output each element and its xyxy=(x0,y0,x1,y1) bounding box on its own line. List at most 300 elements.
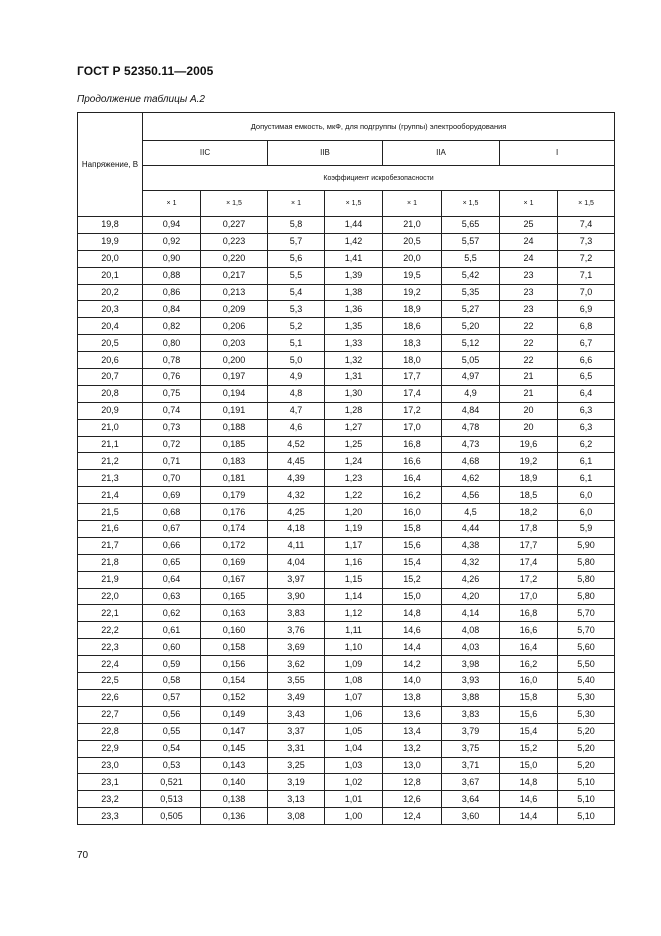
capacitance-cell: 3,62 xyxy=(268,656,325,673)
capacitance-cell: 4,52 xyxy=(268,436,325,453)
capacitance-cell: 0,152 xyxy=(201,689,268,706)
capacitance-cell: 22 xyxy=(500,335,558,352)
capacitance-cell: 12,6 xyxy=(383,791,442,808)
capacitance-cell: 3,83 xyxy=(268,605,325,622)
capacitance-cell: 0,188 xyxy=(201,419,268,436)
capacitance-cell: 6,6 xyxy=(558,352,615,369)
capacitance-cell: 3,90 xyxy=(268,588,325,605)
capacitance-cell: 4,26 xyxy=(442,571,500,588)
capacitance-cell: 5,6 xyxy=(268,250,325,267)
voltage-cell: 23,2 xyxy=(78,791,143,808)
capacitance-cell: 0,200 xyxy=(201,352,268,369)
capacitance-cell: 1,27 xyxy=(325,419,383,436)
capacitance-cell: 1,38 xyxy=(325,284,383,301)
capacitance-cell: 0,59 xyxy=(143,656,201,673)
capacitance-cell: 13,4 xyxy=(383,723,442,740)
capacitance-cell: 0,92 xyxy=(143,233,201,250)
capacitance-cell: 19,5 xyxy=(383,267,442,284)
table-row xyxy=(78,250,615,267)
capacitance-cell: 3,83 xyxy=(442,706,500,723)
capacitance-cell: 16,4 xyxy=(500,639,558,656)
capacitance-cell: 4,9 xyxy=(268,369,325,386)
capacitance-cell: 19,6 xyxy=(500,436,558,453)
capacitance-cell: 3,67 xyxy=(442,774,500,791)
capacitance-cell: 5,70 xyxy=(558,622,615,639)
capacitance-cell: 3,75 xyxy=(442,740,500,757)
capacitance-cell: 4,73 xyxy=(442,436,500,453)
capacitance-cell: 16,8 xyxy=(383,436,442,453)
capacitance-cell: 3,43 xyxy=(268,706,325,723)
capacitance-cell: 1,08 xyxy=(325,673,383,690)
capacitance-cell: 6,1 xyxy=(558,453,615,470)
capacitance-cell: 14,2 xyxy=(383,656,442,673)
capacitance-cell: 5,60 xyxy=(558,639,615,656)
capacitance-cell: 20,0 xyxy=(383,250,442,267)
capacitance-cell: 5,20 xyxy=(442,318,500,335)
capacitance-cell: 16,2 xyxy=(500,656,558,673)
capacitance-cell: 17,8 xyxy=(500,521,558,538)
capacitance-cell: 15,2 xyxy=(500,740,558,757)
table-row xyxy=(78,537,615,554)
capacitance-cell: 0,154 xyxy=(201,673,268,690)
capacitance-cell: 6,2 xyxy=(558,436,615,453)
capacitance-cell: 4,62 xyxy=(442,470,500,487)
voltage-cell: 22,9 xyxy=(78,740,143,757)
capacitance-cell: 6,3 xyxy=(558,419,615,436)
capacitance-cell: 3,55 xyxy=(268,673,325,690)
table-row xyxy=(78,385,615,402)
capacitance-cell: 0,57 xyxy=(143,689,201,706)
capacitance-cell: 4,39 xyxy=(268,470,325,487)
voltage-cell: 20,2 xyxy=(78,284,143,301)
capacitance-cell: 6,9 xyxy=(558,301,615,318)
factor-header: × 1,5 xyxy=(558,191,615,217)
capacitance-cell: 3,79 xyxy=(442,723,500,740)
capacitance-cell: 0,138 xyxy=(201,791,268,808)
capacitance-cell: 20 xyxy=(500,402,558,419)
capacitance-cell: 5,7 xyxy=(268,233,325,250)
safety-factor-header: Коэффициент искробезопасности xyxy=(143,166,615,191)
capacitance-cell: 0,78 xyxy=(143,352,201,369)
capacitance-cell: 0,194 xyxy=(201,385,268,402)
capacitance-cell: 0,71 xyxy=(143,453,201,470)
capacitance-cell: 14,8 xyxy=(500,774,558,791)
group-header: IIC xyxy=(143,141,268,166)
factor-header: × 1 xyxy=(268,191,325,217)
capacitance-cell: 0,158 xyxy=(201,639,268,656)
voltage-cell: 20,4 xyxy=(78,318,143,335)
capacitance-cell: 16,2 xyxy=(383,487,442,504)
voltage-cell: 20,1 xyxy=(78,267,143,284)
capacitance-cell: 4,78 xyxy=(442,419,500,436)
capacitance-cell: 25 xyxy=(500,217,558,234)
capacitance-cell: 1,11 xyxy=(325,622,383,639)
capacitance-cell: 16,6 xyxy=(500,622,558,639)
capacitance-cell: 0,76 xyxy=(143,369,201,386)
voltage-cell: 23,3 xyxy=(78,808,143,825)
capacitance-cell: 1,20 xyxy=(325,504,383,521)
voltage-cell: 21,3 xyxy=(78,470,143,487)
capacitance-cell: 15,8 xyxy=(383,521,442,538)
capacitance-cell: 0,185 xyxy=(201,436,268,453)
capacitance-cell: 0,140 xyxy=(201,774,268,791)
capacitance-cell: 6,4 xyxy=(558,385,615,402)
capacitance-cell: 0,145 xyxy=(201,740,268,757)
capacitance-cell: 1,15 xyxy=(325,571,383,588)
capacitance-cell: 15,0 xyxy=(383,588,442,605)
capacitance-cell: 0,72 xyxy=(143,436,201,453)
capacitance-cell: 3,25 xyxy=(268,757,325,774)
capacitance-cell: 15,8 xyxy=(500,689,558,706)
capacitance-cell: 0,68 xyxy=(143,504,201,521)
capacitance-cell: 1,05 xyxy=(325,723,383,740)
capacitance-header: Допустимая емкость, мкФ, для подгруппы (группы) электрооборудования xyxy=(143,113,615,141)
capacitance-cell: 7,4 xyxy=(558,217,615,234)
capacitance-cell: 0,70 xyxy=(143,470,201,487)
capacitance-cell: 15,0 xyxy=(500,757,558,774)
capacitance-cell: 0,69 xyxy=(143,487,201,504)
capacitance-cell: 1,09 xyxy=(325,656,383,673)
capacitance-cell: 14,6 xyxy=(500,791,558,808)
capacitance-cell: 0,94 xyxy=(143,217,201,234)
capacitance-cell: 14,8 xyxy=(383,605,442,622)
voltage-cell: 22,3 xyxy=(78,639,143,656)
capacitance-table xyxy=(77,112,615,825)
voltage-cell: 20,8 xyxy=(78,385,143,402)
capacitance-cell: 1,32 xyxy=(325,352,383,369)
capacitance-cell: 4,6 xyxy=(268,419,325,436)
capacitance-cell: 0,56 xyxy=(143,706,201,723)
voltage-cell: 20,6 xyxy=(78,352,143,369)
capacitance-cell: 17,4 xyxy=(383,385,442,402)
capacitance-cell: 1,03 xyxy=(325,757,383,774)
capacitance-cell: 15,4 xyxy=(383,554,442,571)
capacitance-cell: 7,1 xyxy=(558,267,615,284)
capacitance-cell: 5,20 xyxy=(558,723,615,740)
capacitance-cell: 0,82 xyxy=(143,318,201,335)
table-row xyxy=(78,656,615,673)
capacitance-cell: 0,66 xyxy=(143,537,201,554)
capacitance-cell: 6,3 xyxy=(558,402,615,419)
capacitance-cell: 3,98 xyxy=(442,656,500,673)
capacitance-cell: 3,49 xyxy=(268,689,325,706)
capacitance-cell: 6,1 xyxy=(558,470,615,487)
capacitance-cell: 18,5 xyxy=(500,487,558,504)
capacitance-cell: 1,00 xyxy=(325,808,383,825)
capacitance-cell: 5,30 xyxy=(558,689,615,706)
capacitance-cell: 1,30 xyxy=(325,385,383,402)
voltage-cell: 23,0 xyxy=(78,757,143,774)
capacitance-cell: 15,4 xyxy=(500,723,558,740)
capacitance-cell: 4,32 xyxy=(442,554,500,571)
voltage-cell: 20,7 xyxy=(78,369,143,386)
capacitance-cell: 3,60 xyxy=(442,808,500,825)
voltage-cell: 19,8 xyxy=(78,217,143,234)
capacitance-cell: 16,8 xyxy=(500,605,558,622)
voltage-cell: 22,2 xyxy=(78,622,143,639)
voltage-cell: 22,6 xyxy=(78,689,143,706)
voltage-cell: 21,6 xyxy=(78,521,143,538)
capacitance-cell: 0,63 xyxy=(143,588,201,605)
capacitance-cell: 0,513 xyxy=(143,791,201,808)
table-row xyxy=(78,487,615,504)
factor-header: × 1 xyxy=(500,191,558,217)
capacitance-cell: 3,08 xyxy=(268,808,325,825)
capacitance-cell: 4,25 xyxy=(268,504,325,521)
capacitance-cell: 5,35 xyxy=(442,284,500,301)
capacitance-cell: 5,30 xyxy=(558,706,615,723)
capacitance-cell: 16,6 xyxy=(383,453,442,470)
capacitance-cell: 5,42 xyxy=(442,267,500,284)
factor-header: × 1,5 xyxy=(201,191,268,217)
table-row xyxy=(78,689,615,706)
capacitance-cell: 1,06 xyxy=(325,706,383,723)
table-row xyxy=(78,521,615,538)
capacitance-cell: 4,11 xyxy=(268,537,325,554)
capacitance-cell: 5,12 xyxy=(442,335,500,352)
capacitance-cell: 5,70 xyxy=(558,605,615,622)
capacitance-cell: 7,2 xyxy=(558,250,615,267)
capacitance-cell: 18,0 xyxy=(383,352,442,369)
voltage-cell: 23,1 xyxy=(78,774,143,791)
voltage-cell: 19,9 xyxy=(78,233,143,250)
table-row xyxy=(78,470,615,487)
capacitance-cell: 21 xyxy=(500,369,558,386)
capacitance-cell: 5,9 xyxy=(558,521,615,538)
capacitance-cell: 17,7 xyxy=(383,369,442,386)
capacitance-cell: 15,6 xyxy=(500,706,558,723)
capacitance-cell: 17,2 xyxy=(500,571,558,588)
capacitance-cell: 4,97 xyxy=(442,369,500,386)
capacitance-cell: 4,32 xyxy=(268,487,325,504)
table-row xyxy=(78,267,615,284)
capacitance-cell: 23 xyxy=(500,301,558,318)
capacitance-cell: 4,9 xyxy=(442,385,500,402)
capacitance-cell: 1,23 xyxy=(325,470,383,487)
capacitance-cell: 0,54 xyxy=(143,740,201,757)
factor-header: × 1,5 xyxy=(442,191,500,217)
capacitance-cell: 18,2 xyxy=(500,504,558,521)
capacitance-cell: 4,18 xyxy=(268,521,325,538)
capacitance-cell: 20,5 xyxy=(383,233,442,250)
voltage-cell: 21,4 xyxy=(78,487,143,504)
table-row xyxy=(78,217,615,234)
capacitance-cell: 4,44 xyxy=(442,521,500,538)
capacitance-cell: 20 xyxy=(500,419,558,436)
capacitance-cell: 0,206 xyxy=(201,318,268,335)
capacitance-cell: 0,53 xyxy=(143,757,201,774)
capacitance-cell: 0,165 xyxy=(201,588,268,605)
table-row xyxy=(78,791,615,808)
capacitance-cell: 1,33 xyxy=(325,335,383,352)
capacitance-cell: 7,0 xyxy=(558,284,615,301)
capacitance-cell: 18,6 xyxy=(383,318,442,335)
capacitance-cell: 1,14 xyxy=(325,588,383,605)
capacitance-cell: 1,01 xyxy=(325,791,383,808)
voltage-cell: 21,5 xyxy=(78,504,143,521)
voltage-cell: 21,8 xyxy=(78,554,143,571)
capacitance-cell: 0,90 xyxy=(143,250,201,267)
capacitance-cell: 6,7 xyxy=(558,335,615,352)
table-row xyxy=(78,622,615,639)
capacitance-cell: 0,149 xyxy=(201,706,268,723)
voltage-cell: 22,5 xyxy=(78,673,143,690)
capacitance-cell: 1,44 xyxy=(325,217,383,234)
table-row xyxy=(78,571,615,588)
capacitance-cell: 16,0 xyxy=(500,673,558,690)
capacitance-cell: 15,2 xyxy=(383,571,442,588)
capacitance-cell: 0,73 xyxy=(143,419,201,436)
capacitance-cell: 5,10 xyxy=(558,791,615,808)
capacitance-cell: 1,19 xyxy=(325,521,383,538)
voltage-cell: 22,4 xyxy=(78,656,143,673)
capacitance-cell: 4,20 xyxy=(442,588,500,605)
capacitance-cell: 1,35 xyxy=(325,318,383,335)
capacitance-cell: 14,4 xyxy=(500,808,558,825)
capacitance-cell: 1,42 xyxy=(325,233,383,250)
capacitance-cell: 3,93 xyxy=(442,673,500,690)
capacitance-cell: 13,6 xyxy=(383,706,442,723)
capacitance-cell: 4,5 xyxy=(442,504,500,521)
capacitance-cell: 5,65 xyxy=(442,217,500,234)
capacitance-cell: 0,191 xyxy=(201,402,268,419)
capacitance-cell: 0,197 xyxy=(201,369,268,386)
capacitance-cell: 0,62 xyxy=(143,605,201,622)
capacitance-cell: 5,10 xyxy=(558,774,615,791)
voltage-cell: 22,1 xyxy=(78,605,143,622)
capacitance-cell: 3,19 xyxy=(268,774,325,791)
capacitance-cell: 0,174 xyxy=(201,521,268,538)
capacitance-cell: 5,10 xyxy=(558,808,615,825)
capacitance-cell: 3,97 xyxy=(268,571,325,588)
capacitance-cell: 0,209 xyxy=(201,301,268,318)
capacitance-cell: 4,14 xyxy=(442,605,500,622)
group-header: IIB xyxy=(268,141,383,166)
capacitance-cell: 6,5 xyxy=(558,369,615,386)
capacitance-cell: 3,71 xyxy=(442,757,500,774)
capacitance-cell: 17,2 xyxy=(383,402,442,419)
table-row xyxy=(78,233,615,250)
capacitance-cell: 0,58 xyxy=(143,673,201,690)
capacitance-cell: 16,4 xyxy=(383,470,442,487)
capacitance-cell: 21 xyxy=(500,385,558,402)
capacitance-cell: 5,5 xyxy=(442,250,500,267)
voltage-cell: 22,0 xyxy=(78,588,143,605)
capacitance-cell: 21,0 xyxy=(383,217,442,234)
capacitance-cell: 18,9 xyxy=(383,301,442,318)
capacitance-cell: 24 xyxy=(500,250,558,267)
capacitance-cell: 22 xyxy=(500,318,558,335)
capacitance-cell: 1,25 xyxy=(325,436,383,453)
capacitance-cell: 6,0 xyxy=(558,487,615,504)
capacitance-cell: 14,6 xyxy=(383,622,442,639)
factor-header: × 1 xyxy=(383,191,442,217)
capacitance-cell: 4,38 xyxy=(442,537,500,554)
capacitance-cell: 23 xyxy=(500,284,558,301)
capacitance-cell: 6,8 xyxy=(558,318,615,335)
capacitance-cell: 0,217 xyxy=(201,267,268,284)
table-row xyxy=(78,453,615,470)
capacitance-cell: 0,223 xyxy=(201,233,268,250)
table-row xyxy=(78,757,615,774)
capacitance-cell: 1,36 xyxy=(325,301,383,318)
capacitance-cell: 5,20 xyxy=(558,740,615,757)
voltage-cell: 22,8 xyxy=(78,723,143,740)
capacitance-cell: 4,04 xyxy=(268,554,325,571)
capacitance-cell: 1,10 xyxy=(325,639,383,656)
capacitance-cell: 0,169 xyxy=(201,554,268,571)
capacitance-cell: 1,28 xyxy=(325,402,383,419)
table-row xyxy=(78,402,615,419)
capacitance-cell: 16,0 xyxy=(383,504,442,521)
capacitance-cell: 4,45 xyxy=(268,453,325,470)
voltage-cell: 21,9 xyxy=(78,571,143,588)
capacitance-cell: 0,156 xyxy=(201,656,268,673)
document-title: ГОСТ Р 52350.11—2005 xyxy=(77,64,214,78)
capacitance-cell: 0,227 xyxy=(201,217,268,234)
capacitance-cell: 18,3 xyxy=(383,335,442,352)
capacitance-cell: 0,179 xyxy=(201,487,268,504)
table-row xyxy=(78,639,615,656)
voltage-cell: 20,3 xyxy=(78,301,143,318)
voltage-cell: 22,7 xyxy=(78,706,143,723)
capacitance-cell: 3,69 xyxy=(268,639,325,656)
capacitance-cell: 1,07 xyxy=(325,689,383,706)
capacitance-cell: 0,160 xyxy=(201,622,268,639)
capacitance-cell: 5,1 xyxy=(268,335,325,352)
capacitance-cell: 4,84 xyxy=(442,402,500,419)
table-row xyxy=(78,301,615,318)
capacitance-cell: 12,8 xyxy=(383,774,442,791)
table-row xyxy=(78,673,615,690)
capacitance-cell: 5,8 xyxy=(268,217,325,234)
capacitance-cell: 0,172 xyxy=(201,537,268,554)
capacitance-cell: 5,50 xyxy=(558,656,615,673)
voltage-header: Напряжение, В xyxy=(78,113,143,217)
capacitance-cell: 5,57 xyxy=(442,233,500,250)
capacitance-cell: 23 xyxy=(500,267,558,284)
table-row xyxy=(78,740,615,757)
capacitance-cell: 5,5 xyxy=(268,267,325,284)
capacitance-cell: 0,86 xyxy=(143,284,201,301)
capacitance-cell: 19,2 xyxy=(500,453,558,470)
table-row xyxy=(78,605,615,622)
capacitance-cell: 0,143 xyxy=(201,757,268,774)
capacitance-cell: 1,41 xyxy=(325,250,383,267)
capacitance-cell: 1,02 xyxy=(325,774,383,791)
capacitance-cell: 17,0 xyxy=(500,588,558,605)
voltage-cell: 21,1 xyxy=(78,436,143,453)
capacitance-cell: 0,176 xyxy=(201,504,268,521)
capacitance-cell: 0,88 xyxy=(143,267,201,284)
capacitance-cell: 17,0 xyxy=(383,419,442,436)
factor-header: × 1 xyxy=(143,191,201,217)
capacitance-cell: 5,80 xyxy=(558,554,615,571)
capacitance-cell: 13,8 xyxy=(383,689,442,706)
voltage-cell: 20,5 xyxy=(78,335,143,352)
capacitance-cell: 0,163 xyxy=(201,605,268,622)
capacitance-cell: 1,12 xyxy=(325,605,383,622)
table-row xyxy=(78,318,615,335)
capacitance-cell: 1,22 xyxy=(325,487,383,504)
capacitance-cell: 24 xyxy=(500,233,558,250)
capacitance-cell: 3,64 xyxy=(442,791,500,808)
capacitance-cell: 4,56 xyxy=(442,487,500,504)
capacitance-cell: 4,7 xyxy=(268,402,325,419)
capacitance-cell: 0,60 xyxy=(143,639,201,656)
capacitance-cell: 19,2 xyxy=(383,284,442,301)
capacitance-cell: 5,20 xyxy=(558,757,615,774)
